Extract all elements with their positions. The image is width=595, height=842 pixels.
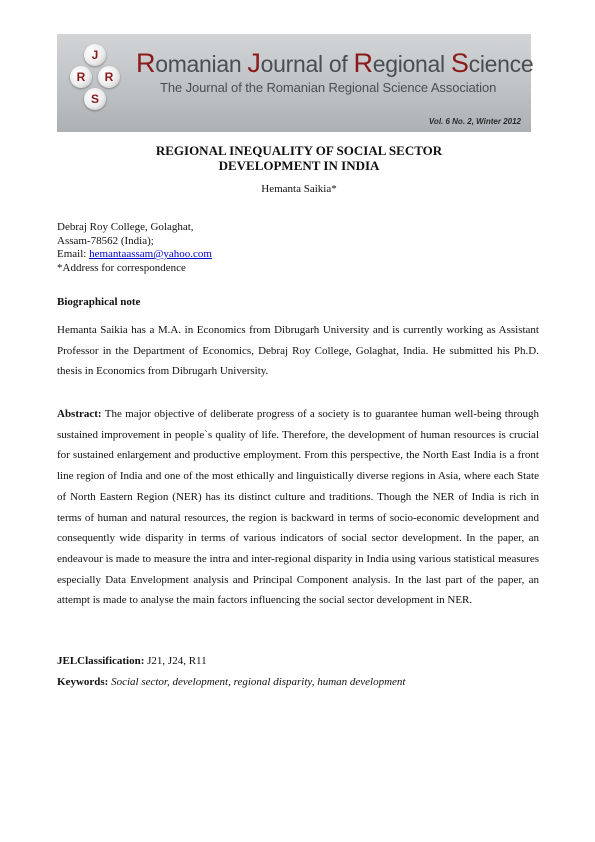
journal-logo [67,44,123,112]
abstract-text: The major objective of deliberate progress of a society is to guarantee human well-being through sustained improvement in people`s quality of life. Therefore, the development of human resources is crucial for sustained enlargement and productive employment. From this perspective, the North East India is a front line region of India and one of the most ethically and linguistically diverse regions in Asia, where each State of North Eastern Region (NER) has its distinct culture and traditions. Though the NER of India is rich in terms of human and natural resources, the region is backward in terms of socio-economic development and consequently wide disparity in terms of various indicators of social sector development. In the paper, an endeavour is made to measure the intra and inter-regional disparity in India using various statistical measures especially Data Envelopment analysis and Principal Component analysis. In the last part of the paper, an attempt is made to analyse the main factors influencing the social sector development in NER. [57,408,539,607]
logo-letter-s: S [84,88,106,110]
jel-classification [57,655,207,667]
journal-banner [57,34,534,132]
volume-info: Vol. 6 No. 2, Winter 2012 [428,117,521,126]
keywords-label: Keywords: [57,676,109,688]
article-title: REGIONAL INEQUALITY OF SOCIAL SECTOR DEVELOPMENT IN INDIA [155,143,443,173]
keywords-list: Social sector, development, regional disparity, human development [108,676,406,688]
bio-text: Hemanta Saikia has a M.A. in Economics from Dibrugarh University and is currently working as Assistant Professor in the Department of Economics, Debraj Roy College, Golaghat, India. He submitted his Ph.D. thesis in Economics from Dibrugarh University. [57,324,539,378]
affiliation-line-1: Debraj Roy College, Golaghat, [57,221,194,233]
bio-heading: Biographical note [57,296,141,308]
jel-codes: J21, J24, R11 [144,655,207,667]
email-line: Email: hemantaassam@yahoo.com [57,248,212,260]
keywords [57,676,405,688]
journal-subtitle: The Journal of the Romanian Regional Science Association [160,80,497,95]
author-name: Hemanta Saikia* [261,183,337,195]
logo-letter-j: J [84,44,106,66]
jel-label: JELClassification: [57,655,145,667]
email-link[interactable]: hemantaassam@yahoo.com [89,248,212,260]
affiliation-block [57,221,212,275]
logo-letter-r-right: R [98,66,120,88]
abstract [57,404,539,611]
logo-letter-r-left: R [70,66,92,88]
correspondence-note: *Address for correspondence [57,261,186,274]
abstract-label: Abstract: [57,408,102,420]
journal-title: Romanian Journal of Regional Science [136,48,534,78]
affiliation-line-2: Assam-78562 (India); [57,234,154,247]
